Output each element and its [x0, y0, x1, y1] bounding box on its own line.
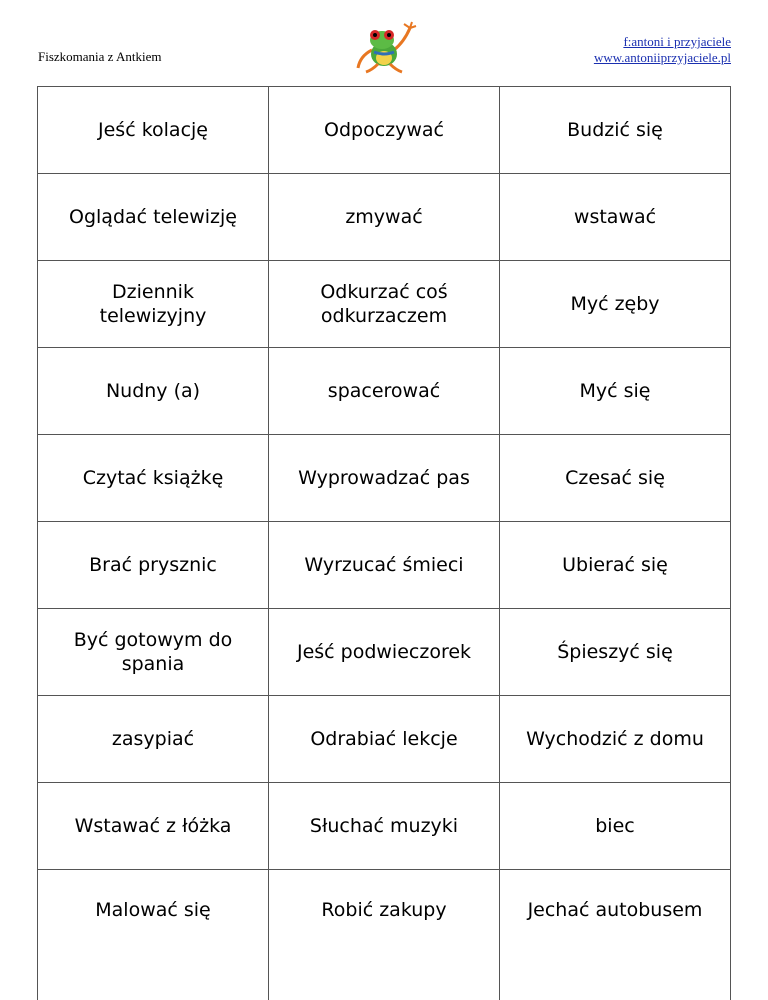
- flashcard: Odpoczywać: [268, 87, 499, 173]
- flashcard: Malować się: [37, 870, 268, 1000]
- flashcard: Oglądać telewizję: [37, 174, 268, 260]
- flashcard: Jeść kolację: [37, 87, 268, 173]
- flashcard: Myć zęby: [499, 261, 731, 347]
- flashcard: Czytać książkę: [37, 435, 268, 521]
- flashcard: Być gotowym do spania: [37, 609, 268, 695]
- flashcard: Czesać się: [499, 435, 731, 521]
- flashcard: Myć się: [499, 348, 731, 434]
- header-links: [594, 34, 731, 66]
- flashcard: Wyprowadzać pas: [268, 435, 499, 521]
- flashcard: spacerować: [268, 348, 499, 434]
- flashcard-row: [37, 609, 731, 696]
- flashcard-row: [37, 870, 731, 1000]
- flashcard: Odrabiać lekcje: [268, 696, 499, 782]
- flashcard: Słuchać muzyki: [268, 783, 499, 869]
- flashcard: Wstawać z łóżka: [37, 783, 268, 869]
- flashcard: Wyrzucać śmieci: [268, 522, 499, 608]
- flashcard: Ubierać się: [499, 522, 731, 608]
- flashcard: biec: [499, 783, 731, 869]
- facebook-link[interactable]: f:antoni i przyjaciele: [623, 34, 731, 49]
- flashcard-row: [37, 174, 731, 261]
- flashcard-row: [37, 261, 731, 348]
- flashcard: Nudny (a): [37, 348, 268, 434]
- flashcard-row: [37, 87, 731, 174]
- flashcard-grid: [37, 86, 731, 1000]
- flashcard: Budzić się: [499, 87, 731, 173]
- flashcard-row: [37, 435, 731, 522]
- flashcard: wstawać: [499, 174, 731, 260]
- flashcard: Jeść podwieczorek: [268, 609, 499, 695]
- flashcard: Śpieszyć się: [499, 609, 731, 695]
- flashcard: Brać prysznic: [37, 522, 268, 608]
- flashcard: zmywać: [268, 174, 499, 260]
- flashcard: zasypiać: [37, 696, 268, 782]
- flashcard: Jechać autobusem: [499, 870, 731, 1000]
- flashcard-row: [37, 696, 731, 783]
- flashcard-row: [37, 783, 731, 870]
- flashcard: Odkurzać coś odkurzaczem: [268, 261, 499, 347]
- flashcard-row: [37, 348, 731, 435]
- frog-logo-icon: [354, 20, 418, 74]
- header-title: Fiszkomania z Antkiem: [38, 49, 162, 64]
- flashcard: Wychodzić z domu: [499, 696, 731, 782]
- flashcard: Dziennik telewizyjny: [37, 261, 268, 347]
- website-link[interactable]: www.antoniiprzyjaciele.pl: [593, 50, 731, 65]
- flashcard: Robić zakupy: [268, 870, 499, 1000]
- flashcard-row: [37, 522, 731, 609]
